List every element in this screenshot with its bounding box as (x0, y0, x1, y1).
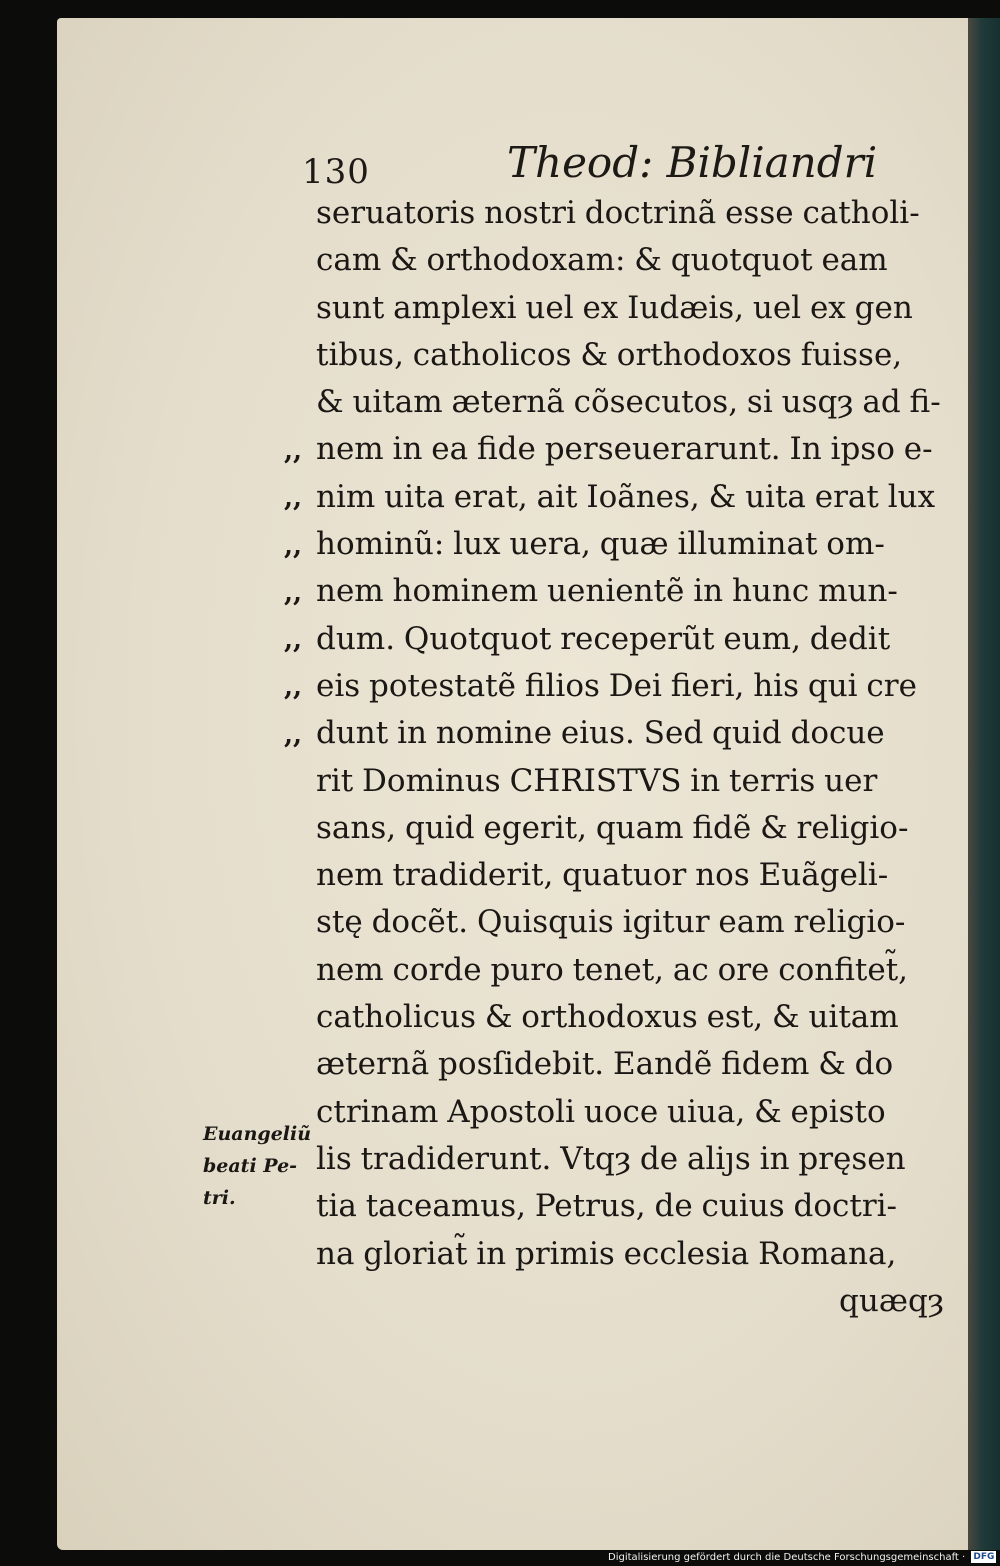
marginal-note-line: Euangeliũ (203, 1123, 312, 1145)
text-line: cam & orthodoxam: & quotquot eam (316, 242, 888, 279)
text-line: tibus, catholicos & orthodoxos fuisse, (316, 336, 903, 373)
marginal-note-line: tri. (203, 1187, 236, 1209)
text-line: sunt amplexi uel ex Iudæis, uel ex gen (316, 289, 913, 326)
text-line: nim uita erat, ait Ioãnes, & uita erat lux (316, 478, 936, 515)
text-line: sans, quid egerit, quam fidẽ & religio- (316, 809, 909, 846)
text-line: nem in ea fide perseuerarunt. In ipso e- (316, 431, 933, 468)
text-line: rit Dominus CHRISTVS in terris uer (316, 762, 878, 799)
page-header (302, 138, 878, 194)
marginal-note (203, 1118, 323, 1214)
digitization-credit (608, 1551, 998, 1565)
marginal-note-line: beati Pe- (203, 1155, 298, 1177)
text-line: nem hominem uenientẽ in hunc mun- (316, 573, 898, 610)
quote-mark: ,, (284, 530, 303, 561)
text-line: lis tradiderunt. Vtqȝ de aliȷs in pręsen (316, 1140, 906, 1177)
text-line: catholicus & orthodoxus est, & uitam (316, 999, 899, 1036)
text-line: nem tradiderit, quatuor nos Euãgeli- (316, 857, 889, 894)
quote-mark: ,, (284, 719, 303, 750)
text-line: stę docẽt. Quisquis igitur eam religio- (316, 904, 906, 941)
text-line: eis potestatẽ filios Dei fieri, his qui cre (316, 667, 917, 704)
text-line: tia taceamus, Petrus, de cuius doctri- (316, 1188, 898, 1225)
body-text (316, 190, 956, 1325)
quote-mark: ,, (284, 672, 303, 703)
quotation-marks-column (284, 428, 314, 759)
quote-mark: ,, (284, 577, 303, 608)
text-line: ctrinam Apostoli uoce uiua, & episto (316, 1093, 886, 1130)
book-gutter (968, 18, 1000, 1550)
text-line: æternã posſidebit. Eandẽ fidem & do (316, 1046, 894, 1083)
text-line: dunt in nomine eius. Sed quid docue (316, 715, 885, 752)
text-line: na gloriat̃ in primis ecclesia Romana, (316, 1235, 897, 1272)
quote-mark: ,, (284, 625, 303, 656)
running-head: Theod: Bibliandri (507, 138, 878, 187)
text-line: nem corde puro tenet, ac ore confitet̃, (316, 951, 909, 988)
quote-mark: ,, (284, 436, 303, 466)
page-number: 130 (302, 152, 370, 192)
quote-mark: ,, (284, 483, 303, 514)
text-line: & uitam æternã cõsecutos, si usqȝ ad fi- (316, 384, 941, 421)
text-line: hominũ: lux uera, quæ illuminat om- (316, 526, 885, 563)
credit-text: Digitalisierung gefördert durch die Deutsche Forschungsgemeinschaft · (608, 1552, 966, 1563)
text-line: seruatoris nostri doctrinã esse catholi- (316, 195, 920, 231)
text-line: dum. Quotquot receperũt eum, dedit (316, 620, 891, 657)
dfg-logo-icon: DFG (973, 1552, 995, 1562)
catchword: quæqȝ (839, 1282, 944, 1319)
